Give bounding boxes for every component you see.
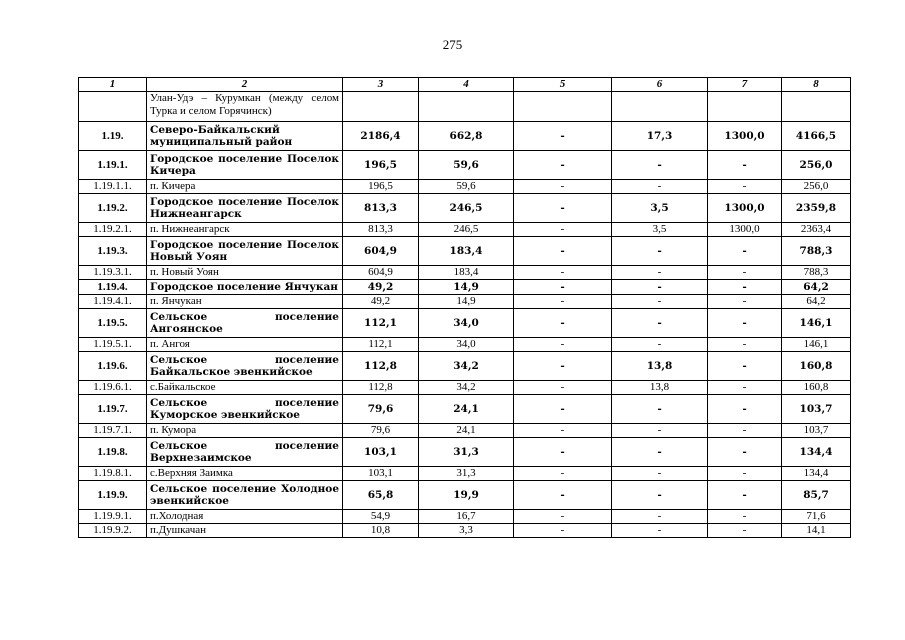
value-cell-c6: -: [612, 180, 708, 194]
value-cell-c8: 2359,8: [782, 194, 851, 223]
value-cell-c7: -: [708, 309, 782, 338]
value-cell-c4: 16,7: [419, 510, 514, 524]
continuation-row: [79, 92, 851, 122]
column-header: 1: [79, 78, 147, 92]
value-cell-c8: 160,8: [782, 352, 851, 381]
value-cell-c4: 246,5: [419, 223, 514, 237]
name-cell: п. Кичера: [147, 180, 343, 194]
code-cell: 1.19.7.1.: [79, 424, 147, 438]
name-cell: Сельское поселение Ангоянское: [147, 309, 343, 338]
code-cell: 1.19.4.1.: [79, 295, 147, 309]
value-cell-c5: -: [514, 194, 612, 223]
value-cell-c4: 3,3: [419, 524, 514, 538]
code-cell: 1.19.5.: [79, 309, 147, 338]
value-cell-c5: -: [514, 481, 612, 510]
value-cell-c4: 246,5: [419, 194, 514, 223]
code-cell: 1.19.4.: [79, 280, 147, 295]
value-cell-c3: 196,5: [343, 151, 419, 180]
code-cell: 1.19.1.: [79, 151, 147, 180]
value-cell-c5: -: [514, 510, 612, 524]
value-cell-c7: 1300,0: [708, 122, 782, 151]
value-cell-c5: -: [514, 438, 612, 467]
value-cell-c5: -: [514, 237, 612, 266]
code-cell: 1.19.1.1.: [79, 180, 147, 194]
value-cell-c3: 79,6: [343, 395, 419, 424]
value-cell-c4: 34,0: [419, 309, 514, 338]
code-cell: 1.19.5.1.: [79, 338, 147, 352]
value-cell-c6: 13,8: [612, 352, 708, 381]
value-cell-c4: 59,6: [419, 180, 514, 194]
value-cell-c8: 146,1: [782, 309, 851, 338]
table-row-group: [79, 237, 851, 266]
value-cell-c3: 813,3: [343, 223, 419, 237]
value-cell-c6: 3,5: [612, 194, 708, 223]
table-row-group: [79, 122, 851, 151]
value-cell-c8: 134,4: [782, 467, 851, 481]
table-row-group: [79, 194, 851, 223]
value-cell-c4: 34,0: [419, 338, 514, 352]
value-cell-c4: 24,1: [419, 424, 514, 438]
code-cell: 1.19.8.1.: [79, 467, 147, 481]
table-row-locality: [79, 524, 851, 538]
table-row-group: [79, 280, 851, 295]
value-cell-c7: -: [708, 424, 782, 438]
table-row-locality: [79, 266, 851, 280]
value-cell-c3: 604,9: [343, 237, 419, 266]
value-cell-c7: -: [708, 381, 782, 395]
value-cell-c6: -: [612, 510, 708, 524]
name-cell: Северо-Байкальский муниципальный район: [147, 122, 343, 151]
value-cell-c5: -: [514, 338, 612, 352]
value-cell-c4: 662,8: [419, 122, 514, 151]
table-row-locality: [79, 424, 851, 438]
value-cell-c8: 4166,5: [782, 122, 851, 151]
value-cell-c4: 34,2: [419, 352, 514, 381]
value-cell-c5: -: [514, 352, 612, 381]
code-cell: 1.19.8.: [79, 438, 147, 467]
value-cell-c4: 183,4: [419, 266, 514, 280]
value-cell-c5: -: [514, 524, 612, 538]
value-cell-c5: -: [514, 223, 612, 237]
table-row-locality: [79, 338, 851, 352]
value-cell-c7: -: [708, 352, 782, 381]
value-cell-c6: -: [612, 280, 708, 295]
value-cell-c7: -: [708, 438, 782, 467]
value-cell-c6: -: [612, 438, 708, 467]
value-cell-c8: 64,2: [782, 295, 851, 309]
value-cell-c4: 24,1: [419, 395, 514, 424]
value-cell-c6: -: [612, 266, 708, 280]
name-cell: Городское поселение Поселок Нижнеангарск: [147, 194, 343, 223]
value-cell-c7: 1300,0: [708, 194, 782, 223]
name-cell: п.Холодная: [147, 510, 343, 524]
table-row-locality: [79, 510, 851, 524]
value-cell-c5: -: [514, 467, 612, 481]
value-cell-c7: -: [708, 467, 782, 481]
value-cell-c3: 813,3: [343, 194, 419, 223]
value-cell-c8: 160,8: [782, 381, 851, 395]
value-cell-c6: -: [612, 424, 708, 438]
name-cell: с.Байкальское: [147, 381, 343, 395]
table-row-group: [79, 151, 851, 180]
value-cell-c3: 79,6: [343, 424, 419, 438]
page-number: 275: [442, 37, 463, 52]
value-cell-c6: -: [612, 524, 708, 538]
name-cell: п. Нижнеангарск: [147, 223, 343, 237]
name-cell: п. Новый Уоян: [147, 266, 343, 280]
value-cell-c8: 788,3: [782, 266, 851, 280]
value-cell-c7: 1300,0: [708, 223, 782, 237]
value-cell-c7: -: [708, 266, 782, 280]
value-cell-c4: 31,3: [419, 467, 514, 481]
value-cell-c7: -: [708, 151, 782, 180]
name-cell: п.Душкачан: [147, 524, 343, 538]
name-cell: п. Ангоя: [147, 338, 343, 352]
value-cell-c7: -: [708, 237, 782, 266]
value-cell-c8: 2363,4: [782, 223, 851, 237]
table-row-group: [79, 481, 851, 510]
column-header: 8: [782, 78, 851, 92]
value-cell-c5: -: [514, 381, 612, 395]
value-cell-c8: 85,7: [782, 481, 851, 510]
value-cell-c4: 14,9: [419, 295, 514, 309]
value-cell-c8: 103,7: [782, 424, 851, 438]
value-cell-c3: 2186,4: [343, 122, 419, 151]
table-row-locality: [79, 467, 851, 481]
value-cell-c4: 34,2: [419, 381, 514, 395]
value-cell-c7: -: [708, 524, 782, 538]
value-cell-c8: 788,3: [782, 237, 851, 266]
code-cell: 1.19.7.: [79, 395, 147, 424]
value-cell-c7: -: [708, 295, 782, 309]
value-cell-c6: -: [612, 338, 708, 352]
code-cell: 1.19.2.1.: [79, 223, 147, 237]
column-header: 6: [612, 78, 708, 92]
value-cell-c8: 256,0: [782, 151, 851, 180]
value-cell-c3: 112,1: [343, 338, 419, 352]
value-cell-c3: 49,2: [343, 295, 419, 309]
value-cell-c4: 19,9: [419, 481, 514, 510]
code-cell: [79, 92, 147, 122]
value-cell-c3: 112,8: [343, 381, 419, 395]
value-cell-c6: -: [612, 395, 708, 424]
code-cell: 1.19.9.: [79, 481, 147, 510]
value-cell-c3: 103,1: [343, 467, 419, 481]
value-cell-c7: -: [708, 395, 782, 424]
header-row: [79, 78, 851, 92]
code-cell: 1.19.3.1.: [79, 266, 147, 280]
value-cell-c5: -: [514, 395, 612, 424]
value-cell-c4: 14,9: [419, 280, 514, 295]
value-cell-c3: 49,2: [343, 280, 419, 295]
value-cell-c3: 604,9: [343, 266, 419, 280]
value-cell-c4: 183,4: [419, 237, 514, 266]
value-cell-c3: 103,1: [343, 438, 419, 467]
value-cell-c3: 196,5: [343, 180, 419, 194]
column-header: 7: [708, 78, 782, 92]
name-cell: Городское поселение Поселок Кичера: [147, 151, 343, 180]
code-cell: 1.19.: [79, 122, 147, 151]
value-cell-c3: 65,8: [343, 481, 419, 510]
column-header: 4: [419, 78, 514, 92]
value-cell-c8: 71,6: [782, 510, 851, 524]
name-cell: п. Янчукан: [147, 295, 343, 309]
name-cell: Сельское поселение Верхнезаимское: [147, 438, 343, 467]
value-cell-c8: 14,1: [782, 524, 851, 538]
value-cell-c4: 59,6: [419, 151, 514, 180]
value-cell-c5: -: [514, 122, 612, 151]
value-cell-c5: -: [514, 280, 612, 295]
name-cell: Улан-Удэ – Курумкан (между селом Турка и селом Горячинск): [147, 92, 343, 122]
table-row-group: [79, 395, 851, 424]
code-cell: 1.19.6.1.: [79, 381, 147, 395]
name-cell: Городское поселение Поселок Новый Уоян: [147, 237, 343, 266]
table-row-locality: [79, 295, 851, 309]
value-cell-c5: -: [514, 424, 612, 438]
value-cell-c6: -: [612, 309, 708, 338]
value-cell-c7: -: [708, 338, 782, 352]
value-cell-c8: 103,7: [782, 395, 851, 424]
value-cell-c3: 54,9: [343, 510, 419, 524]
value-cell-c8: 134,4: [782, 438, 851, 467]
value-cell-c5: -: [514, 180, 612, 194]
table-row-locality: [79, 180, 851, 194]
value-cell-c5: -: [514, 151, 612, 180]
column-header: 3: [343, 78, 419, 92]
name-cell: Сельское поселение Холодное эвенкийское: [147, 481, 343, 510]
value-cell-c7: -: [708, 510, 782, 524]
budget-table: [78, 77, 851, 538]
value-cell-c6: -: [612, 237, 708, 266]
name-cell: Сельское поселение Байкальское эвенкийское: [147, 352, 343, 381]
value-cell-c7: -: [708, 481, 782, 510]
value-cell-c7: -: [708, 280, 782, 295]
value-cell-c6: 3,5: [612, 223, 708, 237]
code-cell: 1.19.9.1.: [79, 510, 147, 524]
code-cell: 1.19.6.: [79, 352, 147, 381]
name-cell: Сельское поселение Куморское эвенкийское: [147, 395, 343, 424]
name-cell: с.Верхняя Заимка: [147, 467, 343, 481]
value-cell-c7: -: [708, 180, 782, 194]
value-cell-c6: -: [612, 295, 708, 309]
value-cell-c6: -: [612, 151, 708, 180]
name-cell: Городское поселение Янчукан: [147, 280, 343, 295]
table-row-locality: [79, 381, 851, 395]
value-cell-c5: -: [514, 295, 612, 309]
value-cell-c8: 256,0: [782, 180, 851, 194]
value-cell-c6: -: [612, 467, 708, 481]
value-cell-c8: 146,1: [782, 338, 851, 352]
table-row-group: [79, 309, 851, 338]
value-cell-c3: 112,1: [343, 309, 419, 338]
value-cell-c5: -: [514, 266, 612, 280]
code-cell: 1.19.2.: [79, 194, 147, 223]
value-cell-c6: -: [612, 481, 708, 510]
code-cell: 1.19.3.: [79, 237, 147, 266]
value-cell-c6: 13,8: [612, 381, 708, 395]
table-row-group: [79, 438, 851, 467]
value-cell-c3: 10,8: [343, 524, 419, 538]
table-row-locality: [79, 223, 851, 237]
value-cell-c5: -: [514, 309, 612, 338]
code-cell: 1.19.9.2.: [79, 524, 147, 538]
column-header: 2: [147, 78, 343, 92]
column-header: 5: [514, 78, 612, 92]
value-cell-c3: 112,8: [343, 352, 419, 381]
value-cell-c4: 31,3: [419, 438, 514, 467]
table-row-group: [79, 352, 851, 381]
value-cell-c6: 17,3: [612, 122, 708, 151]
name-cell: п. Кумора: [147, 424, 343, 438]
value-cell-c8: 64,2: [782, 280, 851, 295]
